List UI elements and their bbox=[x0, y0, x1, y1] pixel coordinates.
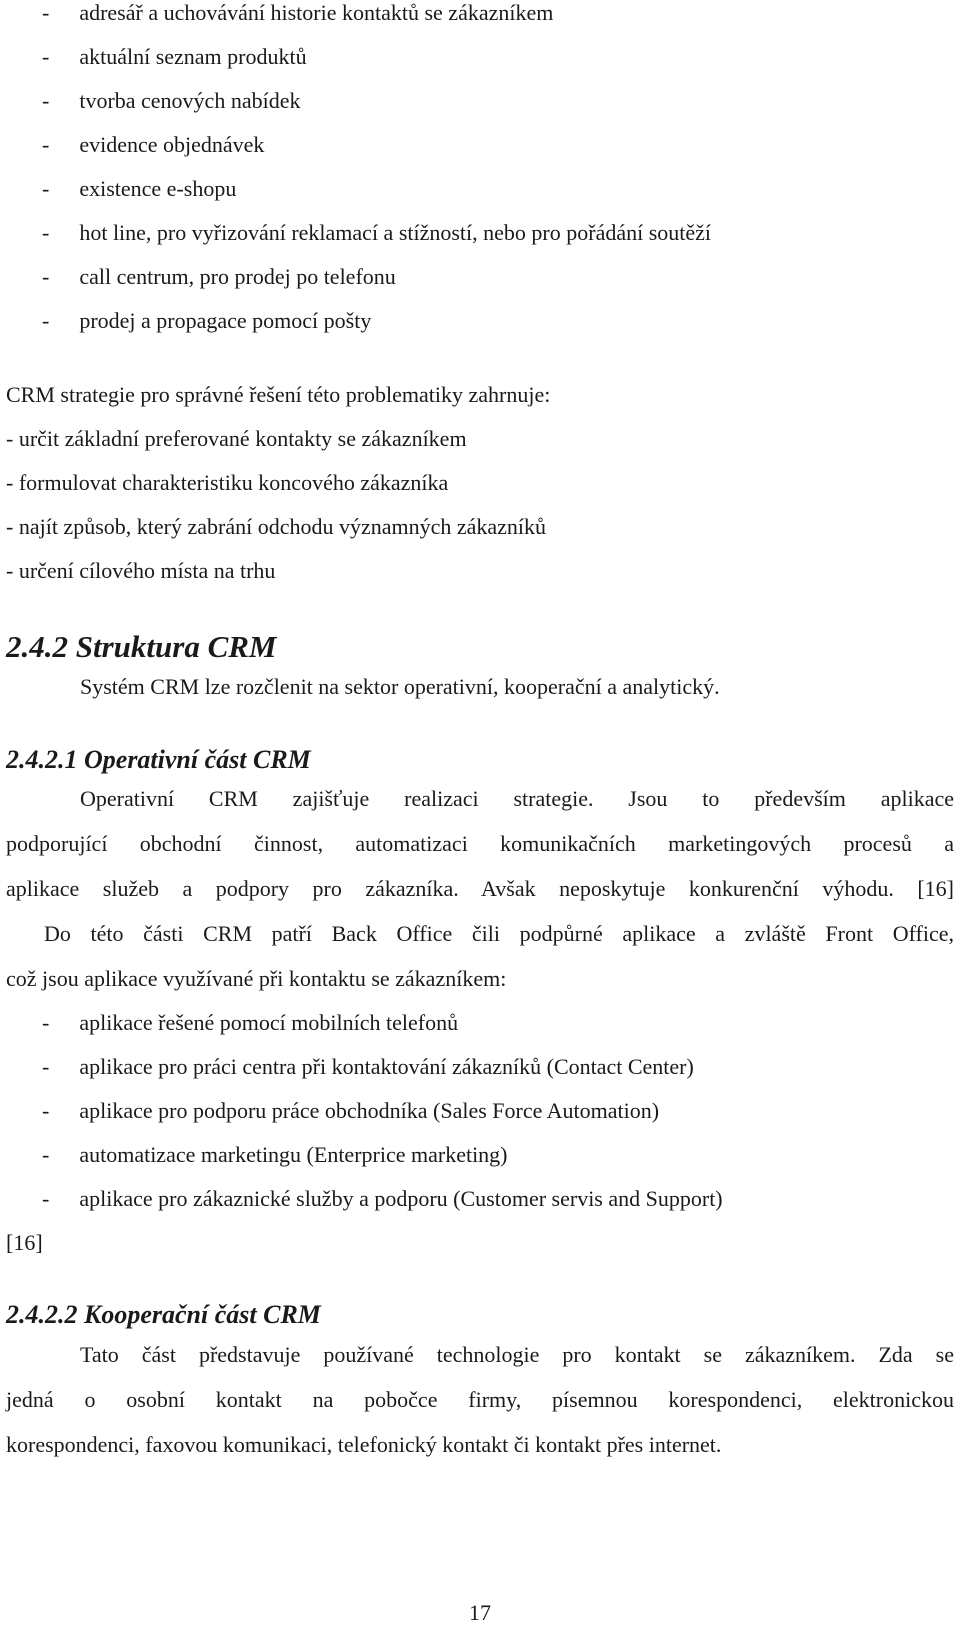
paragraph-line: Operativní CRM zajišťuje realizaci strategie. Jsou to především aplikace bbox=[80, 786, 954, 811]
paragraph-line: podporující obchodní činnost, automatizaci komunikačních marketingových procesů a bbox=[6, 831, 954, 856]
list-item: - aplikace pro zákaznické služby a podporu (Customer servis and Support) bbox=[42, 1186, 723, 1211]
list-item: - aplikace pro práci centra při kontaktování zákazníků (Contact Center) bbox=[42, 1054, 694, 1079]
list-item: - existence e-shopu bbox=[42, 176, 237, 201]
list-item: - aplikace pro podporu práce obchodníka (Sales Force Automation) bbox=[42, 1098, 660, 1123]
section-heading-2-4-2-1: 2.4.2.1 Operativní část CRM bbox=[6, 745, 311, 774]
paragraph-line: aplikace služeb a podpory pro zákazníka. Avšak neposkytuje konkurenční výhodu. [16] bbox=[6, 876, 954, 901]
list-item: - call centrum, pro prodej po telefonu bbox=[42, 264, 396, 289]
list-item: - tvorba cenových nabídek bbox=[42, 88, 301, 113]
list-item: - aplikace řešené pomocí mobilních telefonů bbox=[42, 1010, 459, 1035]
strategy-item: - určit základní preferované kontakty se zákazníkem bbox=[6, 426, 467, 451]
strategy-intro: CRM strategie pro správné řešení této problematiky zahrnuje: bbox=[6, 382, 551, 407]
list-item: - prodej a propagace pomocí pošty bbox=[42, 308, 372, 333]
list-item: - evidence objednávek bbox=[42, 132, 265, 157]
section-heading-2-4-2: 2.4.2 Struktura CRM bbox=[6, 629, 277, 664]
section-heading-2-4-2-2: 2.4.2.2 Kooperační část CRM bbox=[6, 1300, 321, 1329]
strategy-item: - určení cílového místa na trhu bbox=[6, 558, 276, 583]
strategy-item: - formulovat charakteristiku koncového zákazníka bbox=[6, 470, 449, 495]
paragraph-line: jedná o osobní kontakt na pobočce firmy, písemnou korespondenci, elektronickou bbox=[6, 1387, 954, 1412]
section-2-4-2-text: Systém CRM lze rozčlenit na sektor operativní, kooperační a analytický. bbox=[80, 674, 720, 699]
list-item: - adresář a uchovávání historie kontaktů se zákazníkem bbox=[42, 0, 554, 25]
strategy-item: - najít způsob, který zabrání odchodu významných zákazníků bbox=[6, 514, 547, 539]
paragraph-line: korespondenci, faxovou komunikaci, telefonický kontakt či kontakt přes internet. bbox=[6, 1432, 722, 1457]
paragraph-line: což jsou aplikace využívané při kontaktu se zákazníkem: bbox=[6, 966, 507, 991]
paragraph-line: Tato část představuje používané technologie pro kontakt se zákazníkem. Zda se bbox=[80, 1342, 954, 1367]
page-number: 17 bbox=[469, 1600, 491, 1625]
list-item: - aktuální seznam produktů bbox=[42, 44, 307, 69]
citation: [16] bbox=[6, 1230, 43, 1255]
list-item: - hot line, pro vyřizování reklamací a stížností, nebo pro pořádání soutěží bbox=[42, 220, 712, 245]
list-item: - automatizace marketingu (Enterprice marketing) bbox=[42, 1142, 508, 1167]
paragraph-line: Do této části CRM patří Back Office čili podpůrné aplikace a zvláště Front Office, bbox=[44, 921, 954, 946]
